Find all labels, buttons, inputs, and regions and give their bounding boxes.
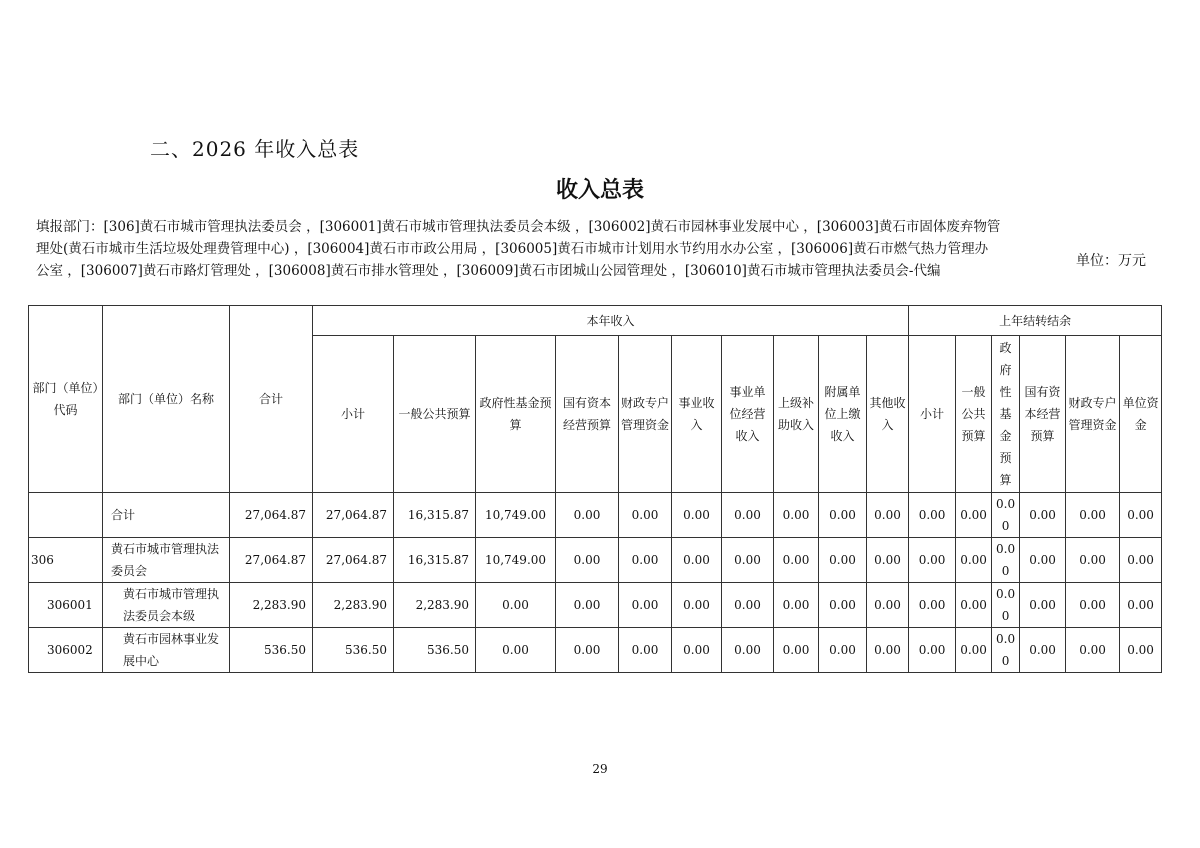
header-col: 事业收入 xyxy=(672,336,722,493)
row-name: 合计 xyxy=(103,493,230,538)
header-col: 小计 xyxy=(313,336,394,493)
table-row xyxy=(29,628,1162,673)
header-col: 一般公共预算 xyxy=(394,336,476,493)
header-col: 国有资本经营预算 xyxy=(1020,336,1066,493)
row-value: 0.00 xyxy=(1120,493,1162,538)
row-value: 10,749.00 xyxy=(476,538,556,583)
row-value: 0.00 xyxy=(909,493,956,538)
page-number: 29 xyxy=(592,762,608,776)
header-col: 上级补助收入 xyxy=(774,336,819,493)
row-value: 16,315.87 xyxy=(394,538,476,583)
row-value: 0.00 xyxy=(956,538,992,583)
row-code: 306 xyxy=(29,538,103,583)
header-name: 部门（单位）名称 xyxy=(103,306,230,493)
row-value: 0.00 xyxy=(672,583,722,628)
department-list: 填报部门：[306]黄石市城市管理执法委员会 ，[306001]黄石市城市管理执法委员会本级 ，[306002]黄石市园林事业发展中心 ，[306003]黄石市固体废弃物管理处(黄石市城市生活垃圾处理费管理中心) ，[306004]黄石市市政公用局 ，[306005]黄石市城市计划用水节约用水办公室 ，[306006]黄石市燃气热力管理办公室 ，[306007]黄石市路灯管理处 ，[306008]黄石市排水管理处 ，[306009]黄石市团城山公园管理处 ，[306010]黄石市城市管理执法委员会-代编 xyxy=(36,219,1001,279)
row-value: 0.00 xyxy=(1120,583,1162,628)
row-value: 0.00 xyxy=(774,583,819,628)
row-value: 0.00 xyxy=(1066,538,1120,583)
row-value: 0.00 xyxy=(774,493,819,538)
row-value: 0.00 xyxy=(956,628,992,673)
row-value: 0.00 xyxy=(909,628,956,673)
row-value: 0.00 xyxy=(956,583,992,628)
row-value: 0.00 xyxy=(556,493,619,538)
row-value: 0.00 xyxy=(819,583,867,628)
row-value: 0.00 xyxy=(476,583,556,628)
row-value: 0.00 xyxy=(909,538,956,583)
row-value: 10,749.00 xyxy=(476,493,556,538)
header-col: 事业单位经营收入 xyxy=(722,336,774,493)
row-value: 27,064.87 xyxy=(230,493,313,538)
income-table xyxy=(28,305,1162,673)
row-value: 0.00 xyxy=(867,628,909,673)
row-value: 27,064.87 xyxy=(313,538,394,583)
header-carryover: 上年结转结余 xyxy=(909,306,1162,336)
row-value: 0.00 xyxy=(1020,538,1066,583)
row-value: 0.00 xyxy=(992,538,1020,583)
row-value: 0.00 xyxy=(1066,583,1120,628)
row-value: 0.00 xyxy=(722,493,774,538)
header-total: 合计 xyxy=(230,306,313,493)
row-value: 0.00 xyxy=(992,583,1020,628)
row-value: 0.00 xyxy=(1020,493,1066,538)
row-value: 2,283.90 xyxy=(230,583,313,628)
row-value: 0.00 xyxy=(867,583,909,628)
row-value: 0.00 xyxy=(619,628,672,673)
row-value: 0.00 xyxy=(1120,628,1162,673)
header-col: 其他收入 xyxy=(867,336,909,493)
row-value: 0.00 xyxy=(619,493,672,538)
row-value: 0.00 xyxy=(556,538,619,583)
header-current-income: 本年收入 xyxy=(313,306,909,336)
row-value: 0.00 xyxy=(722,538,774,583)
table-row xyxy=(29,493,1162,538)
table-row xyxy=(29,538,1162,583)
header-col: 政府性基金预算 xyxy=(476,336,556,493)
header-col: 一般公共预算 xyxy=(956,336,992,493)
row-value: 0.00 xyxy=(619,583,672,628)
row-value: 0.00 xyxy=(672,628,722,673)
row-code xyxy=(29,493,103,538)
row-value: 16,315.87 xyxy=(394,493,476,538)
row-value: 0.00 xyxy=(722,583,774,628)
row-value: 0.00 xyxy=(992,628,1020,673)
row-value: 0.00 xyxy=(672,493,722,538)
row-name: 黄石市园林事业发展中心 xyxy=(103,628,230,673)
row-value: 536.50 xyxy=(394,628,476,673)
table-row xyxy=(29,583,1162,628)
row-value: 0.00 xyxy=(956,493,992,538)
row-value: 27,064.87 xyxy=(313,493,394,538)
row-value: 0.00 xyxy=(819,538,867,583)
row-value: 0.00 xyxy=(992,493,1020,538)
row-value: 27,064.87 xyxy=(230,538,313,583)
row-value: 0.00 xyxy=(672,538,722,583)
row-value: 0.00 xyxy=(1020,628,1066,673)
row-value: 0.00 xyxy=(556,583,619,628)
row-value: 0.00 xyxy=(722,628,774,673)
row-value: 0.00 xyxy=(774,628,819,673)
row-value: 0.00 xyxy=(867,538,909,583)
header-col: 财政专户管理资金 xyxy=(619,336,672,493)
row-value: 0.00 xyxy=(476,628,556,673)
row-value: 536.50 xyxy=(230,628,313,673)
row-value: 0.00 xyxy=(1066,493,1120,538)
header-col: 国有资本经营预算 xyxy=(556,336,619,493)
row-value: 0.00 xyxy=(909,583,956,628)
row-value: 2,283.90 xyxy=(313,583,394,628)
row-value: 2,283.90 xyxy=(394,583,476,628)
header-col: 附属单位上缴收入 xyxy=(819,336,867,493)
page-title: 收入总表 xyxy=(555,178,644,203)
row-value: 0.00 xyxy=(619,538,672,583)
header-col: 小计 xyxy=(909,336,956,493)
row-name: 黄石市城市管理执法委员会本级 xyxy=(103,583,230,628)
row-value: 0.00 xyxy=(1066,628,1120,673)
row-value: 0.00 xyxy=(556,628,619,673)
row-value: 0.00 xyxy=(867,493,909,538)
row-code: 306002 xyxy=(29,628,103,673)
row-value: 536.50 xyxy=(313,628,394,673)
header-col: 财政专户管理资金 xyxy=(1066,336,1120,493)
header-code: 部门（单位）代码 xyxy=(29,306,103,493)
row-value: 0.00 xyxy=(819,628,867,673)
row-value: 0.00 xyxy=(1020,583,1066,628)
header-col: 单位资金 xyxy=(1120,336,1162,493)
unit-label: 单位：万元 xyxy=(1076,253,1146,269)
section-title: 二、2026 年收入总表 xyxy=(150,137,360,161)
row-name: 黄石市城市管理执法委员会 xyxy=(103,538,230,583)
header-col: 政府性基金预算 xyxy=(992,336,1020,493)
row-value: 0.00 xyxy=(1120,538,1162,583)
row-value: 0.00 xyxy=(774,538,819,583)
row-code: 306001 xyxy=(29,583,103,628)
row-value: 0.00 xyxy=(819,493,867,538)
